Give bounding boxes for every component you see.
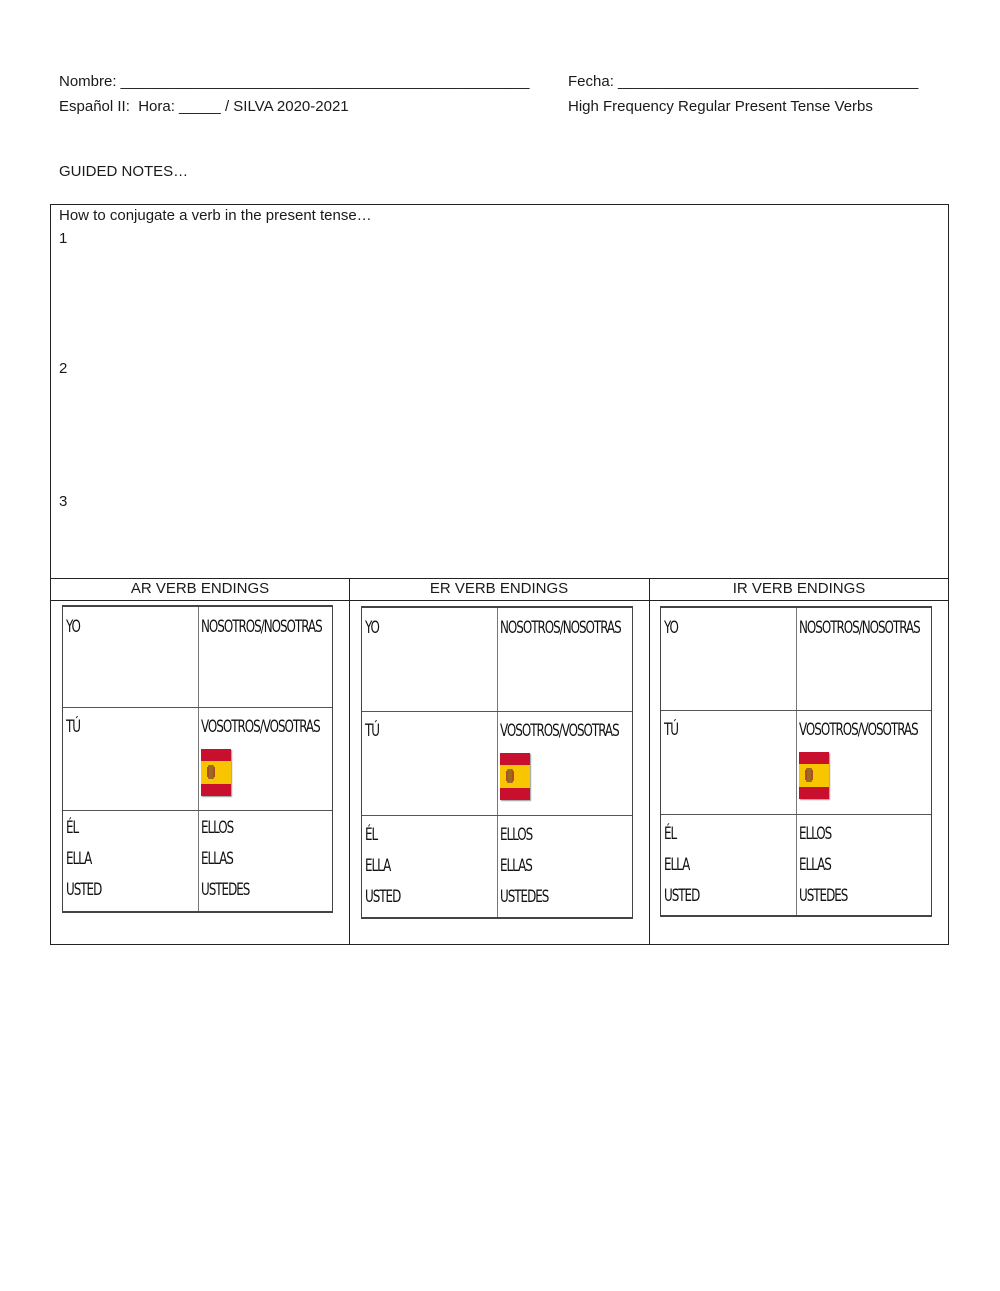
guided-notes-heading: GUIDED NOTES…: [59, 163, 189, 180]
yo-label: YO: [664, 618, 678, 638]
usted-label: USTED: [66, 880, 102, 900]
notes-box: [50, 204, 949, 945]
vosotros-label: VOSOTROS/VOSOTRAS: [799, 720, 918, 740]
chart-row-line: [362, 711, 632, 712]
chart-row-line: [63, 707, 332, 708]
ella-label: ELLA: [664, 855, 690, 875]
chart-column-line: [796, 608, 797, 915]
el-label: ÉL: [66, 818, 79, 838]
ellas-label: ELLAS: [201, 849, 233, 869]
ellas-label: ELLAS: [500, 856, 532, 876]
spain-flag-icon: [799, 752, 829, 799]
yo-label: YO: [365, 618, 379, 638]
tu-label: TÚ: [365, 721, 379, 741]
spain-flag-icon: [201, 749, 231, 796]
ella-label: ELLA: [66, 849, 92, 869]
worksheet-subtitle: High Frequency Regular Present Tense Verbs: [568, 98, 873, 115]
ellos-label: ELLOS: [799, 824, 832, 844]
column-divider-1: [349, 578, 350, 944]
nosotros-label: NOSOTROS/NOSOTRAS: [799, 618, 920, 638]
tu-label: TÚ: [66, 717, 80, 737]
ustedes-label: USTEDES: [201, 880, 250, 900]
er-column-title: ER VERB ENDINGS: [429, 580, 569, 597]
ar-column-title: AR VERB ENDINGS: [130, 580, 270, 597]
chart-column-line: [198, 607, 199, 911]
yo-label: YO: [66, 617, 80, 637]
spain-flag-icon: [500, 753, 530, 800]
ella-label: ELLA: [365, 856, 391, 876]
chart-row-line: [661, 814, 931, 815]
vosotros-label: VOSOTROS/VOSOTRAS: [201, 717, 320, 737]
nosotros-label: NOSOTROS/NOSOTRAS: [201, 617, 322, 637]
nosotros-label: NOSOTROS/NOSOTRAS: [500, 618, 621, 638]
ir-conjugation-chart: [660, 606, 932, 917]
el-label: ÉL: [664, 824, 677, 844]
howto-title: How to conjugate a verb in the present tense…: [59, 207, 372, 224]
ellos-label: ELLOS: [201, 818, 234, 838]
chart-row-line: [661, 710, 931, 711]
espanol-hora-line: Español II: Hora: _____ / SILVA 2020-2021: [59, 98, 349, 115]
tu-label: TÚ: [664, 720, 678, 740]
usted-label: USTED: [365, 887, 401, 907]
chart-column-line: [497, 608, 498, 917]
fecha-field[interactable]: Fecha: ____________________________________: [568, 73, 919, 90]
ir-column-title: IR VERB ENDINGS: [732, 580, 866, 597]
el-label: ÉL: [365, 825, 378, 845]
ustedes-label: USTEDES: [500, 887, 549, 907]
column-divider-2: [649, 578, 650, 944]
divider-titles: [51, 600, 948, 601]
chart-row-line: [63, 810, 332, 811]
ar-conjugation-chart: [62, 605, 333, 913]
er-conjugation-chart: [361, 606, 633, 919]
step-1: 1: [59, 230, 68, 247]
step-2: 2: [59, 360, 68, 377]
ellas-label: ELLAS: [799, 855, 831, 875]
ustedes-label: USTEDES: [799, 886, 848, 906]
vosotros-label: VOSOTROS/VOSOTRAS: [500, 721, 619, 741]
usted-label: USTED: [664, 886, 700, 906]
nombre-field[interactable]: Nombre: _________________________________________________: [59, 73, 530, 90]
step-3: 3: [59, 493, 68, 510]
chart-row-line: [362, 815, 632, 816]
divider-top: [51, 578, 948, 579]
ellos-label: ELLOS: [500, 825, 533, 845]
